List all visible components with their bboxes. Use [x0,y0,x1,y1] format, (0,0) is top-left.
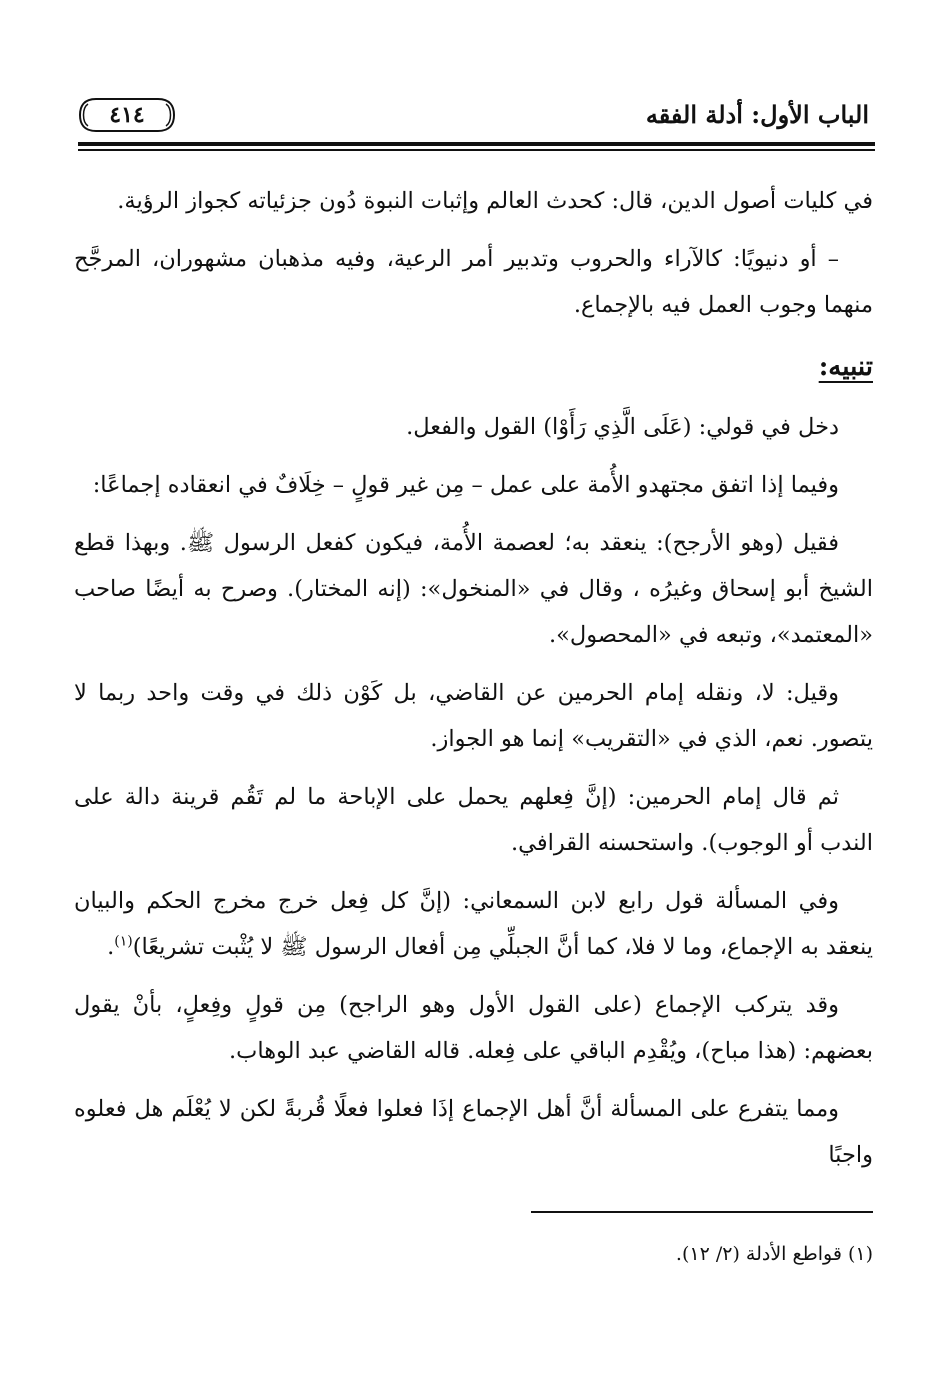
page-number-badge [78,96,176,134]
paragraph: وقيل: لا، ونقله إمام الحرمين عن القاضي، بل كَوْن ذلك في وقت واحد ربما لا يتصور. نعم، الذي في «التقريب» إنما هو الجواز. [74,680,873,752]
footnote-separator [531,1211,873,1213]
section-heading-text: تنبيه: [818,352,873,382]
paragraph: وفيما إذا اتفق مجتهدو الأُمة على عمل – مِن غير قولٍ – خِلَافٌ في انعقاده إجماعًا: [92,472,839,498]
paragraph-end: . [107,934,115,960]
page-number: ٤١٤ [109,102,145,128]
paragraph: في كليات أصول الدين، قال: كحدث العالم وإثبات النبوة دُون جزئياته كجواز الرؤية. [117,188,873,214]
paragraph-with-footnote [74,878,873,970]
paragraph-text: وفي المسألة قول رابع لابن السمعاني: (إنَّ كل فِعل خرج مخرج الحكم والبيان ينعقد به الإجماع، وما لا فلا، كما أنَّ الجبلِّي مِن أفعال الرسول ﷺ لا يُثْبت تشريعًا) [74,888,873,960]
paragraph: – أو دنيويًا: كالآراء والحروب وتدبير أمر الرعية، وفيه مذهبان مشهوران، المرجَّح منهما وجوب العمل فيه بالإجماع. [74,246,873,318]
footnote-reference[interactable]: (١) [114,933,133,950]
footnote: (١) قواطع الأدلة (٢/ ١٢). [675,1243,873,1265]
main-text [74,178,873,1190]
running-header [78,96,869,140]
paragraph: فقيل (وهو الأرجح): ينعقد به؛ لعصمة الأُمة، فيكون كفعل الرسول ﷺ. وبهذا قطع الشيخ أبو إسحاق وغيرُه ، وقال في «المنخول»: (إنه المختار). وصرح به أيضًا صاحب «المعتمد»، وتبعه في «المحصول». [74,530,873,648]
paragraph: وقد يتركب الإجماع (على القول الأول وهو الراجح) مِن قولٍ وفِعلٍ، بأنْ يقول بعضهم: (هذا مباح)، ويُقْدِم الباقي على فِعله. قاله القاضي عبد الوهاب. [74,992,873,1064]
chapter-title: الباب الأول: أدلة الفقه [645,100,869,129]
paragraph: ثم قال إمام الحرمين: (إنَّ فِعلهم يحمل على الإباحة ما لم تَقُم قرينة دالة على الندب أو الوجوب). واستحسنه القرافي. [74,784,873,856]
header-rule-thin [78,149,875,151]
section-heading [74,344,873,390]
paragraph: دخل في قولي: (عَلَى الَّذِي رَأَوْا) القول والفعل. [406,414,839,440]
header-rule-thick [78,142,875,146]
paragraph: ومما يتفرع على المسألة أنَّ أهل الإجماع إذَا فعلوا فعلًا قُربةً لكن لا يُعْلَم هل فعلوه واجبًا [74,1096,873,1168]
